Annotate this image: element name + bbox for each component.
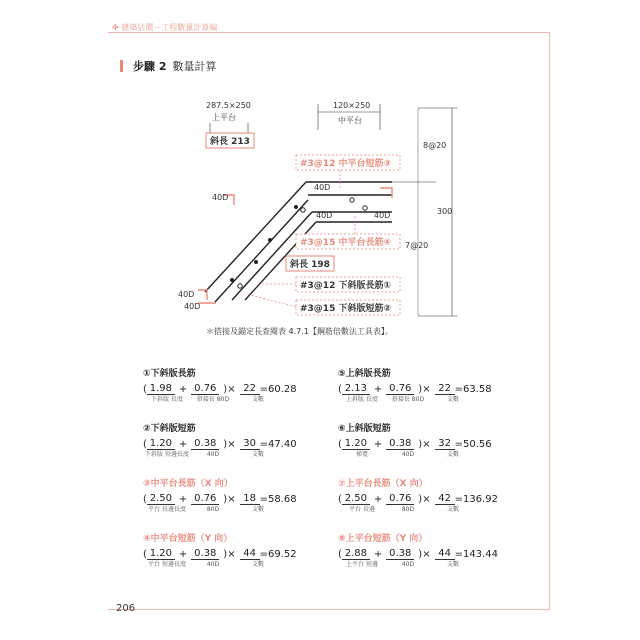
calc-times: )×	[418, 494, 431, 505]
calc-block	[143, 366, 343, 403]
dim-8at20: 8@20	[423, 141, 447, 150]
calc-times: )×	[223, 439, 236, 450]
calc-open-paren: (	[338, 384, 342, 395]
calc-result: =63.58	[454, 384, 492, 395]
calc-note-length: 上斜版 長度	[346, 396, 378, 403]
calc-title: ⑥上斜版短筋	[338, 424, 391, 434]
callout-mid-long: #3@15 中平台長筋④	[300, 238, 392, 248]
calc-block	[143, 531, 343, 568]
lap-label-1: 40D	[314, 183, 331, 192]
step-title: 數量計算	[172, 60, 217, 73]
calc-note-length: 平台 短邊長度	[148, 561, 186, 568]
calc-plus: +	[178, 549, 188, 560]
calc-block	[338, 366, 538, 403]
calc-annotations	[143, 506, 343, 513]
calc-length-value: 1.20	[147, 438, 175, 450]
calc-note-length: 平台 長邊	[349, 506, 375, 513]
calc-lap-value: 0.38	[386, 438, 414, 450]
calc-note-length: 下斜版 長度	[151, 396, 183, 403]
calc-annotations	[338, 396, 538, 403]
calc-block	[143, 421, 343, 458]
calc-note-count: 支數	[446, 396, 459, 403]
page-number: 206	[116, 603, 136, 614]
calc-result: =47.40	[259, 439, 297, 450]
calc-length-value: 1.20	[342, 438, 370, 450]
calc-result: =143.44	[454, 549, 498, 560]
calc-equation	[338, 491, 538, 505]
calc-annotations	[338, 506, 538, 513]
calc-plus: +	[373, 494, 383, 505]
calc-times: )×	[223, 549, 236, 560]
calc-note-lap: 搭接長 80D	[196, 396, 230, 403]
calc-length-value: 1.98	[147, 383, 175, 395]
calc-note-length: 上平台 短邊	[346, 561, 378, 568]
calc-equation	[143, 491, 343, 505]
calc-open-paren: (	[143, 439, 147, 450]
calc-open-paren: (	[338, 549, 342, 560]
running-header: ✤ 建築估價－工程數量計算編	[112, 23, 218, 32]
step-label: 步驟 2	[133, 60, 167, 73]
calc-count-value: 44	[435, 548, 455, 560]
calc-result: =60.28	[259, 384, 297, 395]
calc-count-value: 42	[435, 493, 455, 505]
calc-length-value: 2.50	[147, 493, 175, 505]
lap-label-2: 40D	[212, 193, 229, 202]
dim-upper-label: 287.5×250	[206, 101, 251, 110]
calc-note-lap: 40D	[401, 451, 415, 458]
calc-lap-value: 0.76	[191, 383, 219, 395]
slope-top-label: 斜長 213	[210, 137, 250, 147]
calc-annotations	[143, 561, 343, 568]
calc-plus: +	[373, 439, 383, 450]
calc-note-count: 支數	[251, 506, 264, 513]
calc-lap-value: 0.76	[386, 493, 414, 505]
calc-lap-value: 0.38	[191, 548, 219, 560]
calc-equation	[143, 546, 343, 560]
calc-note-lap: 80D	[401, 506, 415, 513]
slope-bottom-label: 斜長 198	[290, 260, 330, 270]
calc-count-value: 18	[240, 493, 260, 505]
lap-label-5: 40D	[178, 290, 195, 299]
calc-length-value: 2.50	[342, 493, 370, 505]
dim-middle-label: 120×250	[333, 101, 371, 110]
anchorage-note: ＊搭接及錨定長查閱表 4.7.1【鋼筋倍數法工具表】。	[206, 327, 393, 336]
calc-title: ③中平台長筋（X 向）	[143, 479, 233, 489]
calc-note-length: 梯寬	[355, 451, 368, 458]
calc-plus: +	[178, 494, 188, 505]
calc-open-paren: (	[143, 384, 147, 395]
dim-middle-name: 中平台	[338, 116, 362, 125]
calc-lap-value: 0.76	[386, 383, 414, 395]
calc-annotations	[143, 451, 343, 458]
calc-equation	[143, 381, 343, 395]
calc-equation	[143, 436, 343, 450]
calc-lap-value: 0.76	[191, 493, 219, 505]
calc-title: ②下斜版短筋	[143, 424, 196, 434]
callout-mid-short: #3@12 中平台短筋③	[300, 159, 392, 169]
calc-title: ⑦上平台長筋（X 向）	[338, 479, 428, 489]
calc-equation	[338, 436, 538, 450]
calc-note-length: 平台 長邊長度	[148, 506, 186, 513]
calc-annotations	[143, 396, 343, 403]
calc-block	[338, 531, 538, 568]
calc-note-lap: 80D	[206, 506, 220, 513]
lap-label-4: 40D	[374, 211, 391, 220]
lap-label-3: 40D	[316, 211, 333, 220]
calc-note-count: 支數	[251, 451, 264, 458]
calc-length-value: 1.20	[147, 548, 175, 560]
calc-open-paren: (	[143, 494, 147, 505]
calc-annotations	[338, 561, 538, 568]
calc-annotations	[338, 451, 538, 458]
calc-note-count: 支數	[446, 561, 459, 568]
calc-times: )×	[223, 384, 236, 395]
calc-note-lap: 搭接長 80D	[391, 396, 425, 403]
calc-note-lap: 40D	[401, 561, 415, 568]
calc-title: ①下斜版長筋	[143, 369, 196, 379]
calc-title: ⑤上斜版長筋	[338, 369, 391, 379]
calc-open-paren: (	[143, 549, 147, 560]
calc-result: =58.68	[259, 494, 297, 505]
calc-count-value: 30	[240, 438, 260, 450]
dim-300: 300	[437, 207, 453, 216]
calc-open-paren: (	[338, 439, 342, 450]
calc-times: )×	[418, 439, 431, 450]
calc-result: =50.56	[454, 439, 492, 450]
calc-plus: +	[373, 549, 383, 560]
calc-open-paren: (	[338, 494, 342, 505]
calc-result: =69.52	[259, 549, 297, 560]
calc-length-value: 2.13	[342, 383, 370, 395]
calc-note-lap: 40D	[206, 561, 220, 568]
calc-plus: +	[178, 439, 188, 450]
calc-block	[143, 476, 343, 513]
calc-count-value: 22	[240, 383, 260, 395]
calc-block	[338, 421, 538, 458]
calc-plus: +	[373, 384, 383, 395]
calc-title: ⑧上平台短筋（Y 向）	[338, 534, 428, 544]
calc-times: )×	[418, 549, 431, 560]
dim-7at20: 7@20	[405, 241, 429, 250]
callout-low-short: #3@15 下斜版短筋②	[300, 304, 392, 314]
lap-label-6: 40D	[184, 302, 201, 311]
calc-note-length: 下斜版 短邊長度	[145, 451, 189, 458]
calc-result: =136.92	[454, 494, 498, 505]
calc-note-count: 支數	[251, 561, 264, 568]
calc-count-value: 44	[240, 548, 260, 560]
calc-length-value: 2.88	[342, 548, 370, 560]
calc-lap-value: 0.38	[386, 548, 414, 560]
callout-low-long: #3@12 下斜版長筋①	[300, 281, 392, 291]
calc-times: )×	[223, 494, 236, 505]
calc-times: )×	[418, 384, 431, 395]
calc-note-count: 支數	[446, 451, 459, 458]
calc-plus: +	[178, 384, 188, 395]
calc-block	[338, 476, 538, 513]
calc-note-lap: 40D	[206, 451, 220, 458]
calc-count-value: 32	[435, 438, 455, 450]
dim-upper-name: 上平台	[212, 113, 236, 122]
calc-note-count: 支數	[446, 506, 459, 513]
calc-lap-value: 0.38	[191, 438, 219, 450]
calc-title: ④中平台短筋（Y 向）	[143, 534, 233, 544]
calc-note-count: 支數	[251, 396, 264, 403]
calc-equation	[338, 381, 538, 395]
calc-equation	[338, 546, 538, 560]
calc-count-value: 22	[435, 383, 455, 395]
